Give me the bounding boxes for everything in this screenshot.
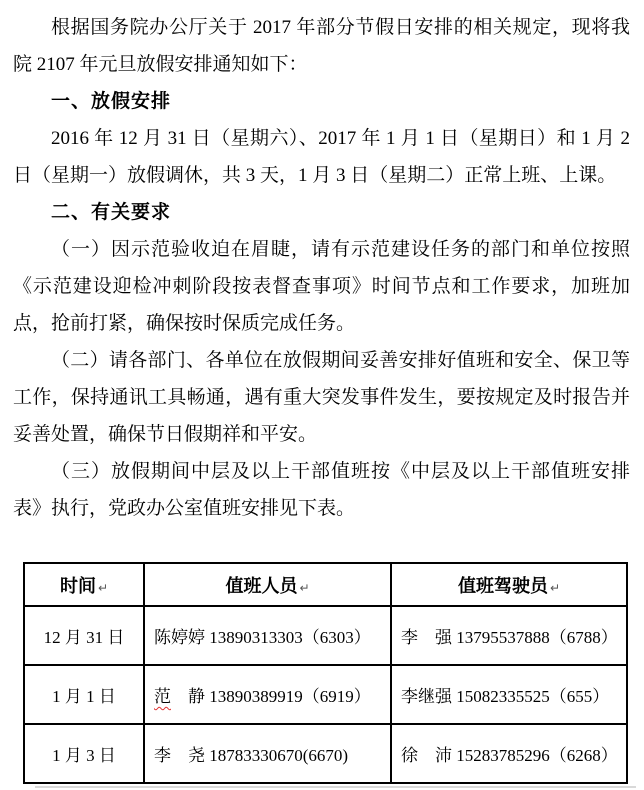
- header-time: [24, 563, 144, 606]
- cell-duty-driver: 徐 沛 15283785296（6268）: [391, 724, 627, 783]
- cell-duty-staff-rest: 静 13890389919（6919）: [171, 687, 371, 706]
- cell-date: 1 月 3 日: [24, 724, 144, 783]
- header-time-label: 时间: [59, 575, 96, 596]
- requirement-3-paragraph: （三）放假期间中层及以上干部值班按《中层及以上干部值班安排表》执行，党政办公室值班安排见下表。: [13, 461, 630, 519]
- requirement-2-paragraph: （二）请各部门、各单位在放假期间妥善安排好值班和安全、保卫等工作，保持通讯工具畅通，遇有重大突发事件发生，要按规定及时报告并妥善处置，确保节日假期祥和平安。: [13, 350, 630, 445]
- duty-roster-table: [23, 562, 628, 784]
- intro-paragraph: 根据国务院办公厅关于 2017 年部分节假日安排的相关规定，现将我院 2107 年元旦放假安排通知如下：: [13, 17, 630, 75]
- table-row: [24, 665, 627, 724]
- cell-duty-driver: 李继强 15082335525（655）: [391, 665, 627, 724]
- cell-duty-driver: 李 强 13795537888（6788）: [391, 606, 627, 665]
- cell-date: 12 月 31 日: [24, 606, 144, 665]
- paragraph-mark-icon: ↵: [549, 580, 561, 595]
- section1-heading: 一、放假安排: [51, 91, 172, 112]
- requirement-1-paragraph: （一）因示范验收迫在眉睫，请有示范建设任务的部门和单位按照《示范建设迎检冲刺阶段按表督查事项》时间节点和工作要求，加班加点，抢前打紧，确保按时保质完成任务。: [13, 239, 630, 334]
- table-row: [24, 724, 627, 783]
- table-row: [24, 606, 627, 665]
- table-header-row: [24, 563, 627, 606]
- header-duty-staff: [144, 563, 391, 606]
- cell-duty-staff: 李 尧 18783330670(6670): [144, 724, 391, 783]
- header-duty-staff-label: 值班人员: [225, 575, 298, 596]
- header-duty-driver-label: 值班驾驶员: [457, 575, 548, 596]
- cell-duty-staff: [144, 665, 391, 724]
- cell-duty-staff: 陈婷婷 13890313303（6303）: [144, 606, 391, 665]
- spellcheck-flagged-text: 范: [154, 687, 171, 706]
- cutoff-next-row-edge: [35, 786, 636, 788]
- holiday-schedule-paragraph: 2016 年 12 月 31 日（星期六）、2017 年 1 月 1 日（星期日）和 1 月 2 日（星期一）放假调休，共 3 天，1 月 3 日（星期二）正常上班、上课。: [13, 128, 630, 186]
- paragraph-mark-icon: ↵: [299, 580, 310, 595]
- cell-date: 1 月 1 日: [24, 665, 144, 724]
- paragraph-mark-icon: ↵: [97, 580, 109, 595]
- header-duty-driver: [391, 563, 627, 606]
- section2-heading: 二、有关要求: [51, 202, 172, 223]
